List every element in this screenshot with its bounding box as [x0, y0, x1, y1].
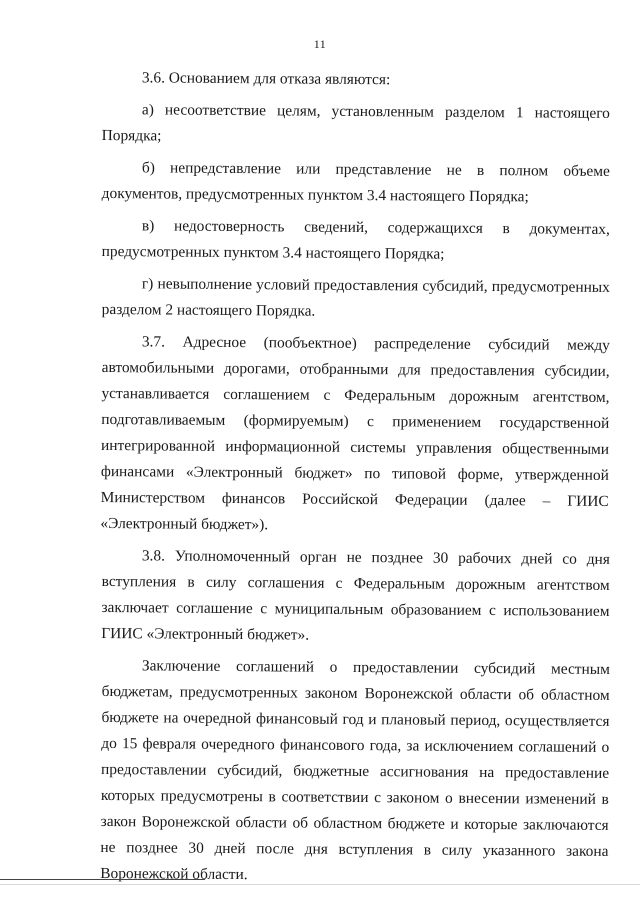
page-edge-line — [0, 884, 640, 885]
paragraph-3-6: 3.6. Основанием для отказа являются: — [141, 69, 391, 89]
document-body — [102, 65, 610, 887]
paragraph-3-6-g: г) невыполнение условий предоставления субсидий, предусмотренных разделом 2 настоящего Порядка. — [101, 275, 610, 320]
paragraph-3-7: 3.7. Адресное (пообъектное) распределение субсидий между автомобильными дорогами, отобранными для предоставления субсидии, устанавливается соглашением с Федеральным дорожным агентством, подготавливаемым (формируемым) с применением государственной интегрированной информационной системы управления общественными финансами «Электронный бюджет» по типовой форме, утвержденной Министерством финансов Российской Федерации (далее – ГИИС «Электронный бюджет»). — [100, 333, 610, 534]
paragraph-3-6-v: в) недостоверность сведений, содержащихся в документах, предусмотренных пунктом 3.4 настоящего Порядка; — [101, 217, 610, 263]
paragraph-3-6-a: а) несоответствие целям, установленным разделом 1 настоящего Порядка; — [101, 101, 610, 145]
page-number: 11 — [313, 37, 327, 51]
paragraph-agreements: Заключение соглашений о предоставлении субсидий местным бюджетам, предусмотренных законом Воронежской области об областном бюджете на очередной финансовый год и плановый период, осуществляется до 15 февраля очередного финансового года, за исключением соглашений о предоставлении субсидий, бюджетные ассигнования на предоставление которых предусмотрены в соответствии с законом о внесении изменений в закон Воронежской области об областном бюджете и которые заключаются не позднее 30 дней после дня вступления в силу указанного закона Воронежской области. — [100, 657, 610, 884]
footer-rule — [0, 879, 205, 880]
paragraph-3-6-b: б) непредставление или представление не в полном объеме документов, предусмотренных пунктом 3.4 настоящего Порядка; — [101, 159, 610, 206]
paragraph-3-8: 3.8. Уполномоченный орган не позднее 30 рабочих дней со дня вступления в силу соглашения с Федеральным дорожным агентством заключает соглашение с муниципальным образованием с использованием ГИИС «Электронный бюджет». — [101, 547, 610, 644]
